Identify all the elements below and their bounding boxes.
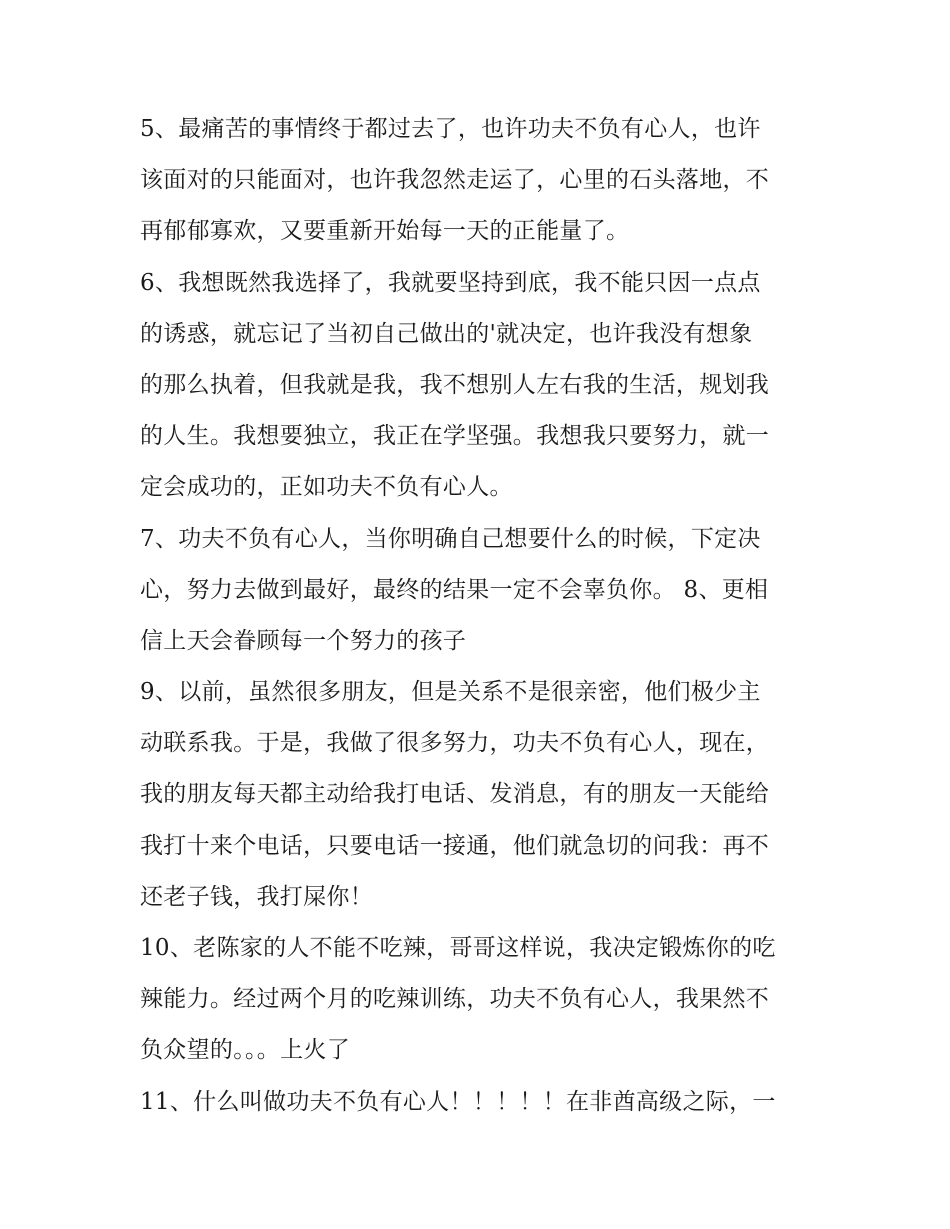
text-line: 的那么执着，但我就是我，我不想别人左右我的生活，规划我	[140, 371, 770, 398]
text-line: 再郁郁寡欢，又要重新开始每一天的正能量了。	[140, 218, 630, 245]
text-line: 6、我想既然我选择了，我就要坚持到底，我不能只因一点点	[140, 269, 761, 296]
text-line: 9、以前，虽然很多朋友，但是关系不是很亲密，他们极少主	[140, 679, 761, 706]
text-line: 10、老陈家的人不能不吃辣，哥哥这样说，我决定锻炼你的吃	[140, 935, 776, 961]
text-line: 我的朋友每天都主动给我打电话、发消息，有的朋友一天能给	[140, 781, 770, 808]
text-line: 动联系我。于是，我做了很多努力，功夫不负有心人，现在，	[140, 730, 770, 757]
text-line: 心，努力去做到最好，最终的结果一定不会辜负你。 8、更相	[140, 576, 769, 603]
text-line: 11、什么叫做功夫不负有心人！！！！！在非酋高级之际，一	[140, 1088, 776, 1115]
text-line: 信上天会眷顾每一个努力的孩子	[140, 627, 467, 654]
text-line: 该面对的只能面对，也许我忽然走运了，心里的石头落地，不	[140, 167, 770, 194]
text-line: 的人生。我想要独立，我正在学坚强。我想我只要努力，就一	[140, 423, 770, 450]
text-line: 定会成功的，正如功夫不负有心人。	[140, 474, 513, 501]
text-line: 负众望的。。。上火了	[140, 1037, 350, 1064]
text-line: 辣能力。经过两个月的吃辣训练，功夫不负有心人，我果然不	[140, 986, 770, 1013]
text-line: 7、功夫不负有心人，当你明确自己想要什么的时候，下定决	[140, 525, 761, 552]
document-body	[140, 104, 818, 1128]
text-line: 的诱惑，就忘记了当初自己做出的'就决定，也许我没有想象	[140, 320, 753, 347]
text-line: 5、最痛苦的事情终于都过去了，也许功夫不负有心人，也许	[140, 116, 761, 142]
text-line: 还老子钱，我打屎你！	[140, 883, 373, 910]
text-line: 我打十来个电话，只要电话一接通，他们就急切的问我：再不	[140, 832, 770, 859]
